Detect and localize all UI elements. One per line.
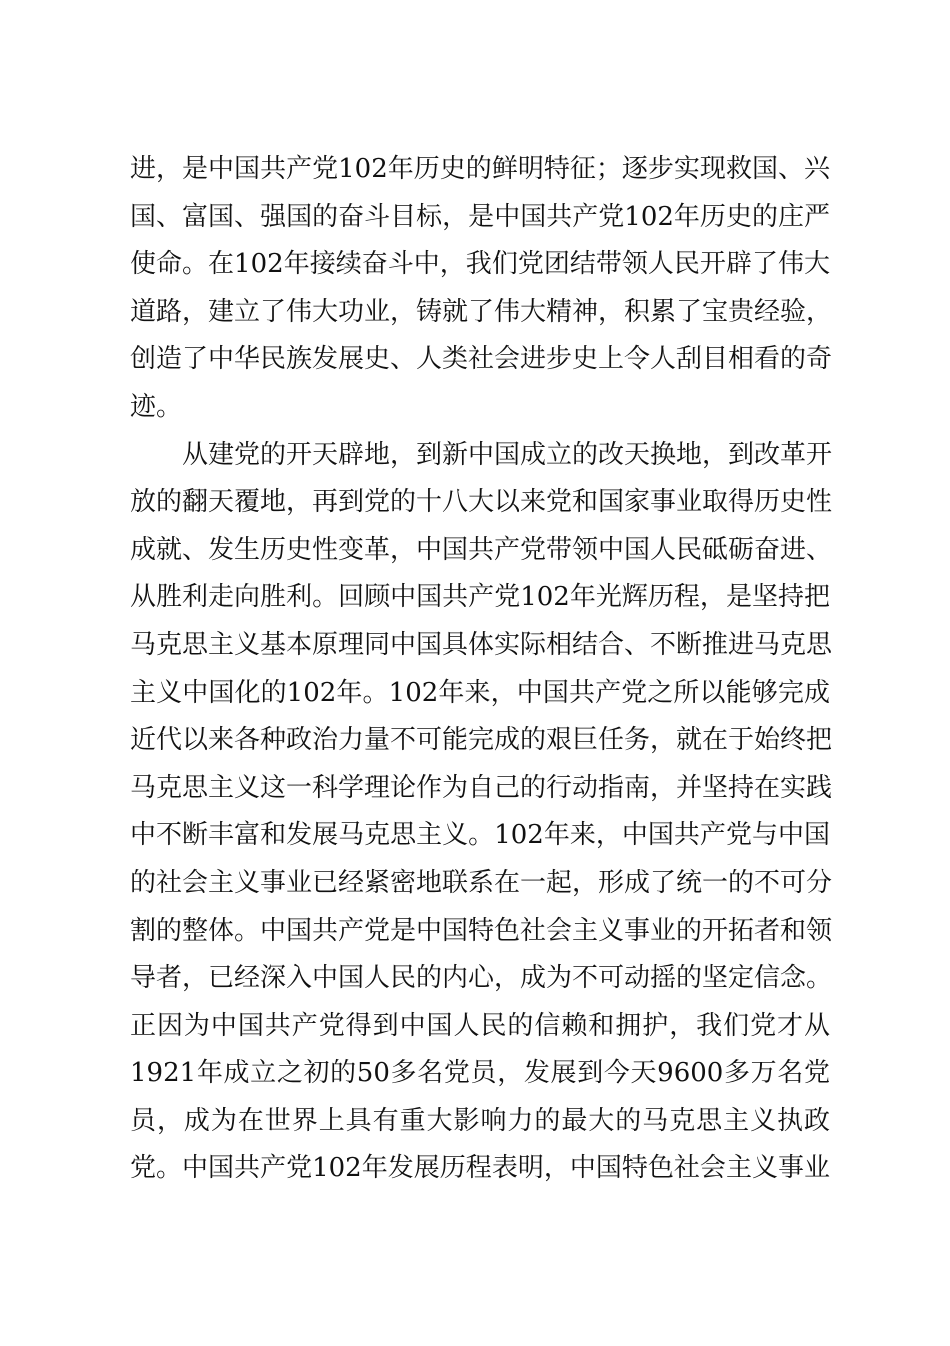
text-line: 1921年成立之初的50多名党员，发展到今天9600多万名党 [130,1058,830,1089]
text-line: 近代以来各种政治力量不可能完成的艰巨任务，就在于始终把 [130,725,833,756]
text-line: 正因为中国共产党得到中国人民的信赖和拥护，我们党才从 [130,1010,830,1041]
text-line: 中不断丰富和发展马克思主义。102年来，中国共产党与中国 [130,820,830,851]
text-line: 成就、发生历史性变革，中国共产党带领中国人民砥砺奋进、 [130,534,833,565]
text-line: 马克思主义这一科学理论作为自己的行动指南，并坚持在实践 [130,772,833,803]
paragraph-2 [130,432,833,1194]
text-line: 割的整体。中国共产党是中国特色社会主义事业的开拓者和领 [130,915,833,946]
text-line: 进，是中国共产党102年历史的鲜明特征；逐步实现救国、兴 [130,154,830,184]
text-line: 从建党的开天辟地，到新中国成立的改天换地，到改革开 [182,439,833,470]
text-line: 国、富国、强国的奋斗目标，是中国共产党102年历史的庄严 [130,201,830,232]
text-line: 马克思主义基本原理同中国具体实际相结合、不断推进马克思 [130,629,833,660]
text-line: 主义中国化的102年。102年来，中国共产党之所以能够完成 [130,677,830,708]
paragraph-1 [130,146,833,432]
body-text [130,146,833,1193]
text-line: 创造了中华民族发展史、人类社会进步史上令人刮目相看的奇 [130,344,833,375]
text-line: 迹。 [130,391,183,422]
text-line: 道路，建立了伟大功业，铸就了伟大精神，积累了宝贵经验， [130,296,833,327]
text-line: 党。中国共产党102年发展历程表明，中国特色社会主义事业 [130,1153,830,1184]
text-line: 的社会主义事业已经紧密地联系在一起，形成了统一的不可分 [130,867,833,898]
text-line: 员，成为在世界上具有重大影响力的最大的马克思主义执政 [130,1105,830,1136]
text-line: 从胜利走向胜利。回顾中国共产党102年光辉历程，是坚持把 [130,582,830,613]
text-line: 导者，已经深入中国人民的内心，成为不可动摇的坚定信念。 [130,963,833,994]
text-line: 使命。在102年接续奋斗中，我们党团结带领人民开辟了伟大 [130,249,830,280]
text-line: 放的翻天覆地，再到党的十八大以来党和国家事业取得历史性 [130,487,833,518]
